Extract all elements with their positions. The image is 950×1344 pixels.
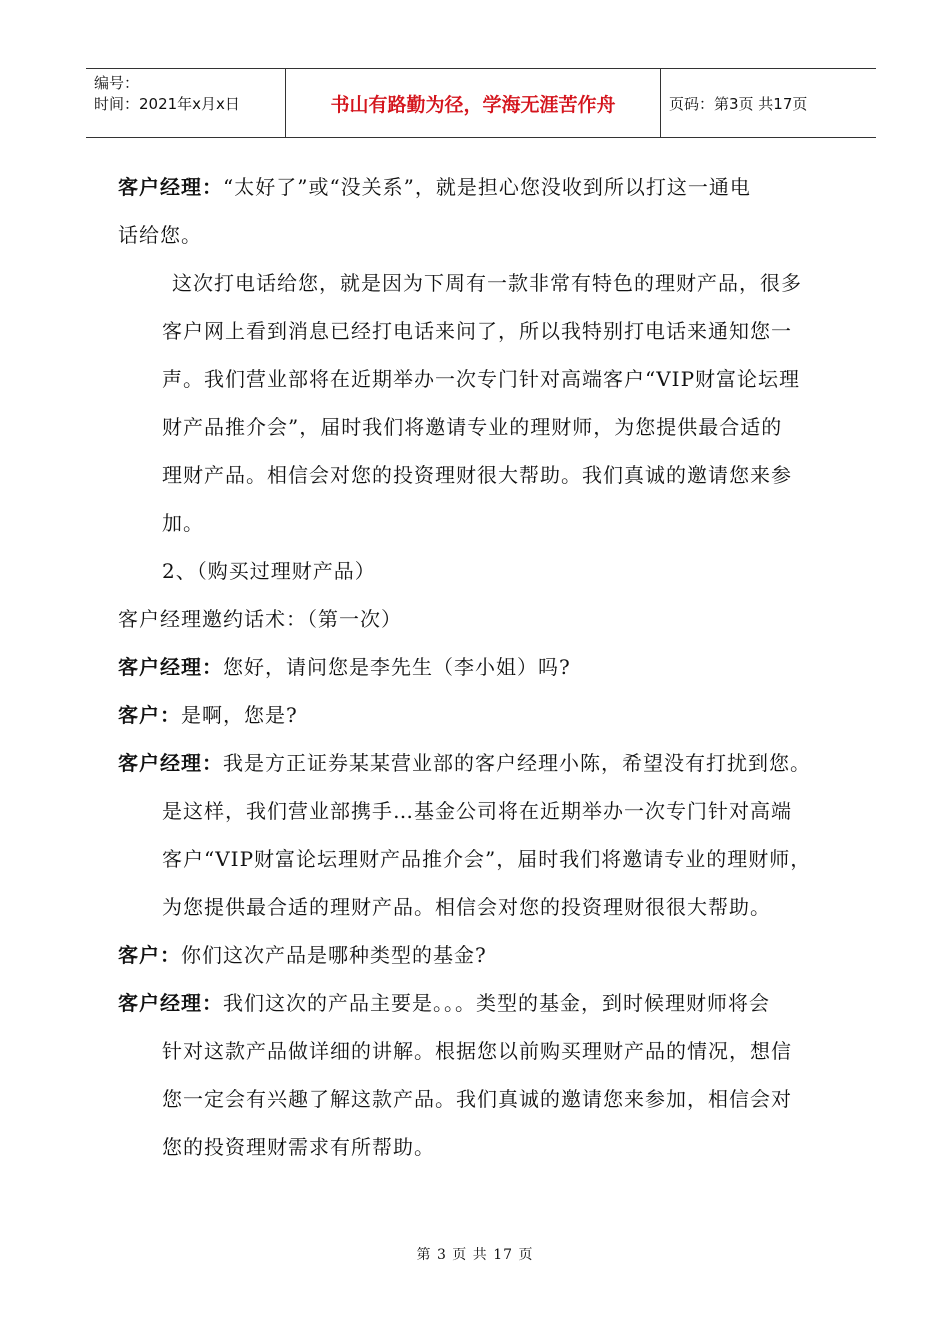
text-line: 客户“VIP财富论坛理财产品推介会”，届时我们将邀请专业的理财师， <box>162 847 812 871</box>
code-label: 编号： <box>94 74 140 92</box>
text-line: 话给您。 <box>118 223 202 247</box>
section-heading: 2、（购买过理财产品） <box>162 559 376 583</box>
header-slogan: 书山有路勤为径，学海无涯苦作舟 <box>286 69 661 137</box>
dialogue-line: 客户：你们这次产品是哪种类型的基金? <box>118 943 487 967</box>
text-line: 加。 <box>162 511 204 535</box>
text-line: 是这样，我们营业部携手…基金公司将在近期举办一次专门针对高端 <box>162 799 792 823</box>
text-line: 理财产品。相信会对您的投资理财很大帮助。我们真诚的邀请您来参 <box>162 463 792 487</box>
text-line: 客户经理：我们这次的产品主要是。。。类型的基金，到时候理财师将会 <box>118 991 770 1015</box>
speaker-label: 客户经理： <box>118 175 223 199</box>
time-label: 时间：2021年x月x日 <box>94 95 240 113</box>
header-page-info: 页码：第3页 共17页 <box>669 94 808 113</box>
text-line: 您的投资理财需求有所帮助。 <box>162 1135 435 1159</box>
text-line: 客户经理：我是方正证券某某营业部的客户经理小陈，希望没有打扰到您。 <box>118 751 811 775</box>
dialogue-paragraph <box>118 979 858 1171</box>
text-line: 客户经理：“太好了”或“没关系”，就是担心您没收到所以打这一通电 <box>118 175 751 199</box>
text-line: 这次打电话给您，就是因为下周有一款非常有特色的理财产品，很多 <box>172 271 802 295</box>
document-body <box>118 163 858 1171</box>
text-line: 针对这款产品做详细的讲解。根据您以前购买理财产品的情况，想信 <box>162 1039 792 1063</box>
text-line: 您一定会有兴趣了解这款产品。我们真诚的邀请您来参加，相信会对 <box>162 1087 792 1111</box>
dialogue-line: 客户：是啊，您是? <box>118 703 298 727</box>
text-line: 声。我们营业部将在近期举办一次专门针对高端客户“VIP财富论坛理 <box>162 367 801 391</box>
speaker-label: 客户： <box>118 943 181 967</box>
header-meta <box>86 69 286 137</box>
speaker-label: 客户： <box>118 703 181 727</box>
text-line: 客户网上看到消息已经打电话来问了，所以我特别打电话来通知您一 <box>162 319 792 343</box>
text-line: 为您提供最合适的理财产品。相信会对您的投资理财很很大帮助。 <box>162 895 771 919</box>
sub-heading: 客户经理邀约话术：（第一次） <box>118 607 402 631</box>
speaker-label: 客户经理： <box>118 655 223 679</box>
speaker-label: 客户经理： <box>118 751 223 775</box>
body-paragraph <box>118 259 858 547</box>
page-header <box>86 68 876 138</box>
page-footer: 第 3 页 共 17 页 <box>416 1247 534 1263</box>
dialogue-paragraph <box>118 739 858 931</box>
dialogue-line: 客户经理：您好，请问您是李先生（李小姐）吗? <box>118 655 571 679</box>
dialogue-paragraph <box>118 163 858 259</box>
text-line: 财产品推介会”，届时我们将邀请专业的理财师，为您提供最合适的 <box>162 415 783 439</box>
speaker-label: 客户经理： <box>118 991 223 1015</box>
